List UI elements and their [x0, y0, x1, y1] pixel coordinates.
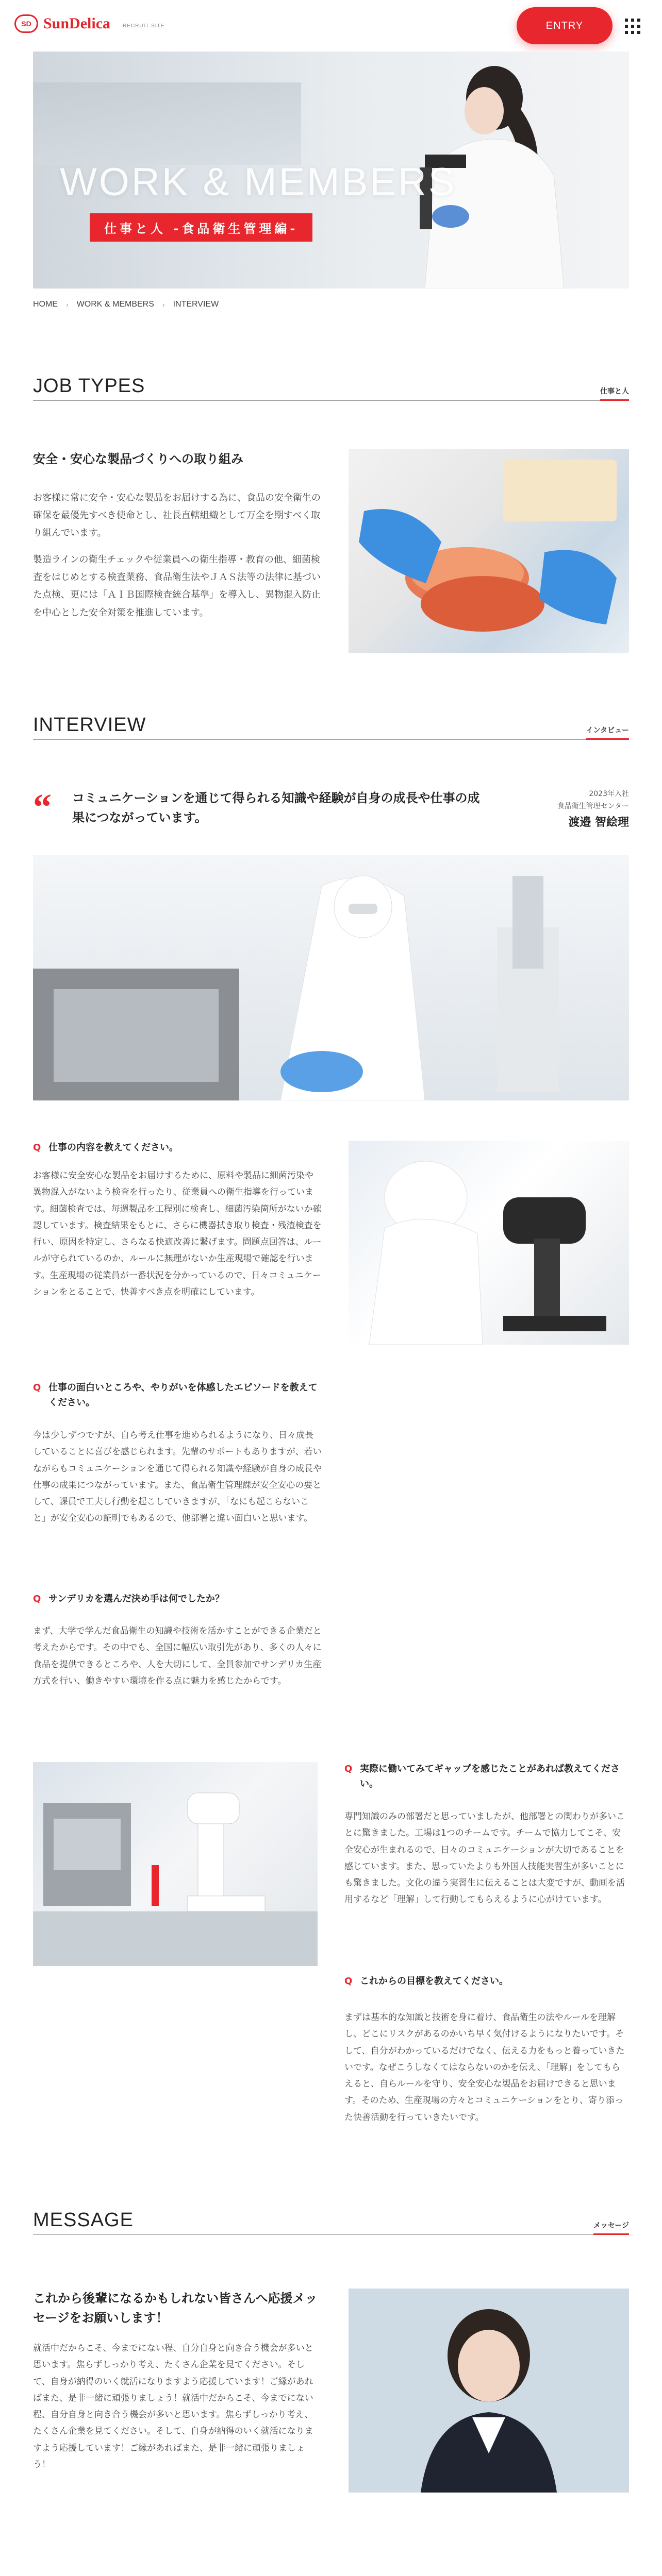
section-title-en: JOB TYPES	[33, 375, 145, 397]
question-5	[344, 1974, 629, 1989]
section-title-jp: 仕事と人	[600, 386, 629, 396]
logo-mark: SD	[14, 14, 38, 33]
chevron-right-icon: ›	[66, 300, 69, 309]
section-title-jp: インタビュー	[586, 725, 629, 735]
breadcrumb-home[interactable]: HOME	[33, 300, 58, 309]
message-heading: これから後輩になるかもしれない皆さんへ応援メッセージをお願いします！	[33, 2291, 318, 2326]
interviewee-name: 渡邉 智絵理	[568, 816, 629, 829]
logo-text: SunDelica	[43, 15, 111, 32]
menu-grid-icon[interactable]	[625, 19, 643, 34]
search-icon: Q	[33, 1382, 41, 1393]
job-types-heading: 安全・安心な製品づくりへの取り組み	[33, 452, 243, 466]
petri-dish-image	[349, 449, 629, 653]
breadcrumb	[33, 300, 219, 309]
answer-2: 今は少しずつですが、自ら考え仕事を進められるようになり、日々成長していることに喜びを感じられます。先輩のサポートもありますが、若いながらもコミュニケーションを通じて得られる知識や経験が自身の成長や仕事の成果につながっています。また、食品衛生管理課が安全安心の要として、課員で工夫し行動を起こしていきますが、「なにも起こらないこと」が安全安心の証明でもあるので、他部署と違い面白いと思います。	[33, 1430, 322, 1524]
search-icon: Q	[33, 1594, 41, 1604]
answer-5: まずは基本的な知識と技術を身に着け、食品衛生の法やルールを理解し、どこにリスクがあるのかいち早く気付けるようになりたいです。そして、自分がわかっているだけでなく、伝える力をもっと養っていきたいです。なぜこうしなくてはならないのかを伝え、「理解」をしてもらえると、自らルールを守り、安全安心な製品をお届けできると思います。そのため、生産現場の方々とコミュニケーションをとり、寄り添った快善活動を行っていきたいです。	[344, 2012, 625, 2123]
answer-1: お客様に安全安心な製品をお届けするために、原料や製品に細菌汚染や異物混入がないよう検査を行ったり、従業員への衛生指導を行っています。細菌検査では、毎週製品を工程別に検査し、細菌汚染箇所がないか確認しています。検査結果をもとに、さらに機器拭き取り検査・残渣検査を行い、原因を特定し、さらなる快適改善に繋げます。問題点回答は、ルールが守られているのか、ルールに無理がないか生産現場で確認を行います。生産現場の従業員が一番状況を分かっているので、日々コミュニケーションをとることで、快善すべき点を明確にしています。	[33, 1171, 322, 1298]
lab-equipment-image	[33, 1762, 318, 1966]
message-portrait-image	[349, 2289, 629, 2493]
message-body: 就活中だからこそ、今までにない程、自分自身と向き合う機会が多いと思います。焦らずしっかり考え、たくさん企業を見てください。そして、自身が納得のいく就活になりますよう応援しています！ご縁があればまた、是非一緒に頑張りましょう！就活中だからこそ、今までにない程、自分自身と向き合う機会が多いと思います。焦らずしっかり考え、たくさん企業を見てください。そして、自身が納得のいく就活になりますよう応援しています！ご縁があればまた、是非一緒に頑張りましょう！	[33, 2343, 313, 2470]
search-icon: Q	[344, 1764, 353, 1774]
job-types-paragraph-2: 製造ラインの衛生チェックや従業員への衛生指導・教育の他、細菌検査をはじめとする検査業務、食品衛生法やＪＡＳ法等の法律に基づいた点検、更には「ＡＩＢ国際検査統合基準」を導入し、異物混入防止を中心とした安全対策を推進しています。	[33, 554, 321, 618]
interviewee-meta	[557, 788, 629, 832]
interviewee-dept: 食品衛生管理センター	[557, 802, 629, 810]
interviewee-year: 2023年入社	[589, 790, 629, 798]
question-4	[344, 1762, 629, 1792]
answer-4: 専門知識のみの部署だと思っていましたが、他部署との関わりが多いことに驚きました。工場は1つのチームです。チームで協力してこそ、安全安心が生まれるので、日々のコミュニケーションが大切であることを感じています。また、思っていたよりも外国人技能実習生が多いことにも驚きました。文化の違う実習生に伝えることは大変ですが、動画を活用するなど「理解」して行動してもらえるように心がけています。	[344, 1811, 625, 1905]
search-icon: Q	[33, 1142, 41, 1153]
microscope-image	[349, 1141, 629, 1345]
interview-main-image	[33, 855, 629, 1100]
question-3	[33, 1592, 322, 1607]
search-icon: Q	[344, 1976, 353, 1987]
section-title-jp: メッセージ	[593, 2220, 629, 2230]
breadcrumb-work-members[interactable]: WORK & MEMBERS	[76, 300, 154, 309]
hero-title: WORK & MEMBERS	[60, 160, 457, 204]
section-head-interview	[33, 714, 629, 740]
question-1-text: 仕事の内容を教えてください。	[48, 1142, 178, 1153]
hero-background-shelf	[33, 82, 301, 165]
section-title-en: MESSAGE	[33, 2209, 134, 2231]
breadcrumb-current: INTERVIEW	[173, 300, 219, 309]
hero-subtitle: 仕事と人 -食品衛生管理編-	[90, 213, 312, 242]
question-4-text: 実際に働いてみてギャップを感じたことがあれば教えてください。	[360, 1764, 620, 1789]
question-2	[33, 1381, 322, 1411]
question-2-text: 仕事の面白いところや、やりがいを体感したエピソードを教えてください。	[48, 1382, 318, 1408]
entry-button[interactable]: ENTRY	[517, 7, 613, 44]
question-5-text: これからの目標を教えてください。	[360, 1976, 508, 1987]
section-head-message	[33, 2209, 629, 2235]
quote-mark-icon: “	[33, 786, 52, 827]
section-head-job-types	[33, 375, 629, 401]
question-3-text: サンデリカを選んだ決め手は何でしたか？	[48, 1594, 224, 1604]
logo-sub: RECRUIT SITE	[123, 23, 165, 29]
section-title-en: INTERVIEW	[33, 714, 146, 736]
question-1	[33, 1141, 322, 1156]
logo[interactable]	[14, 14, 164, 33]
hero-banner	[33, 52, 629, 289]
interview-quote: コミュニケーションを通じて得られる知識や経験が自身の成長や仕事の成果につながっています。	[72, 791, 480, 825]
site-header	[0, 0, 662, 52]
job-types-paragraph-1: お客様に常に安全・安心な製品をお届けする為に、食品の安全衛生の確保を最優先すべき使命とし、社長直轄組織として万全を期すべく取り組んでいます。	[33, 493, 321, 539]
answer-3: まず、大学で学んだ食品衛生の知識や技術を活かすことができる企業だと考えたからです。その中でも、全国に幅広い取引先があり、多くの人々に食品を提供できるところや、人を大切にして、全員参加でサンデリカ生産方式を行い、働きやすい環境を作る点に魅力を感じたからです。	[33, 1626, 322, 1686]
chevron-right-icon: ›	[162, 300, 165, 309]
